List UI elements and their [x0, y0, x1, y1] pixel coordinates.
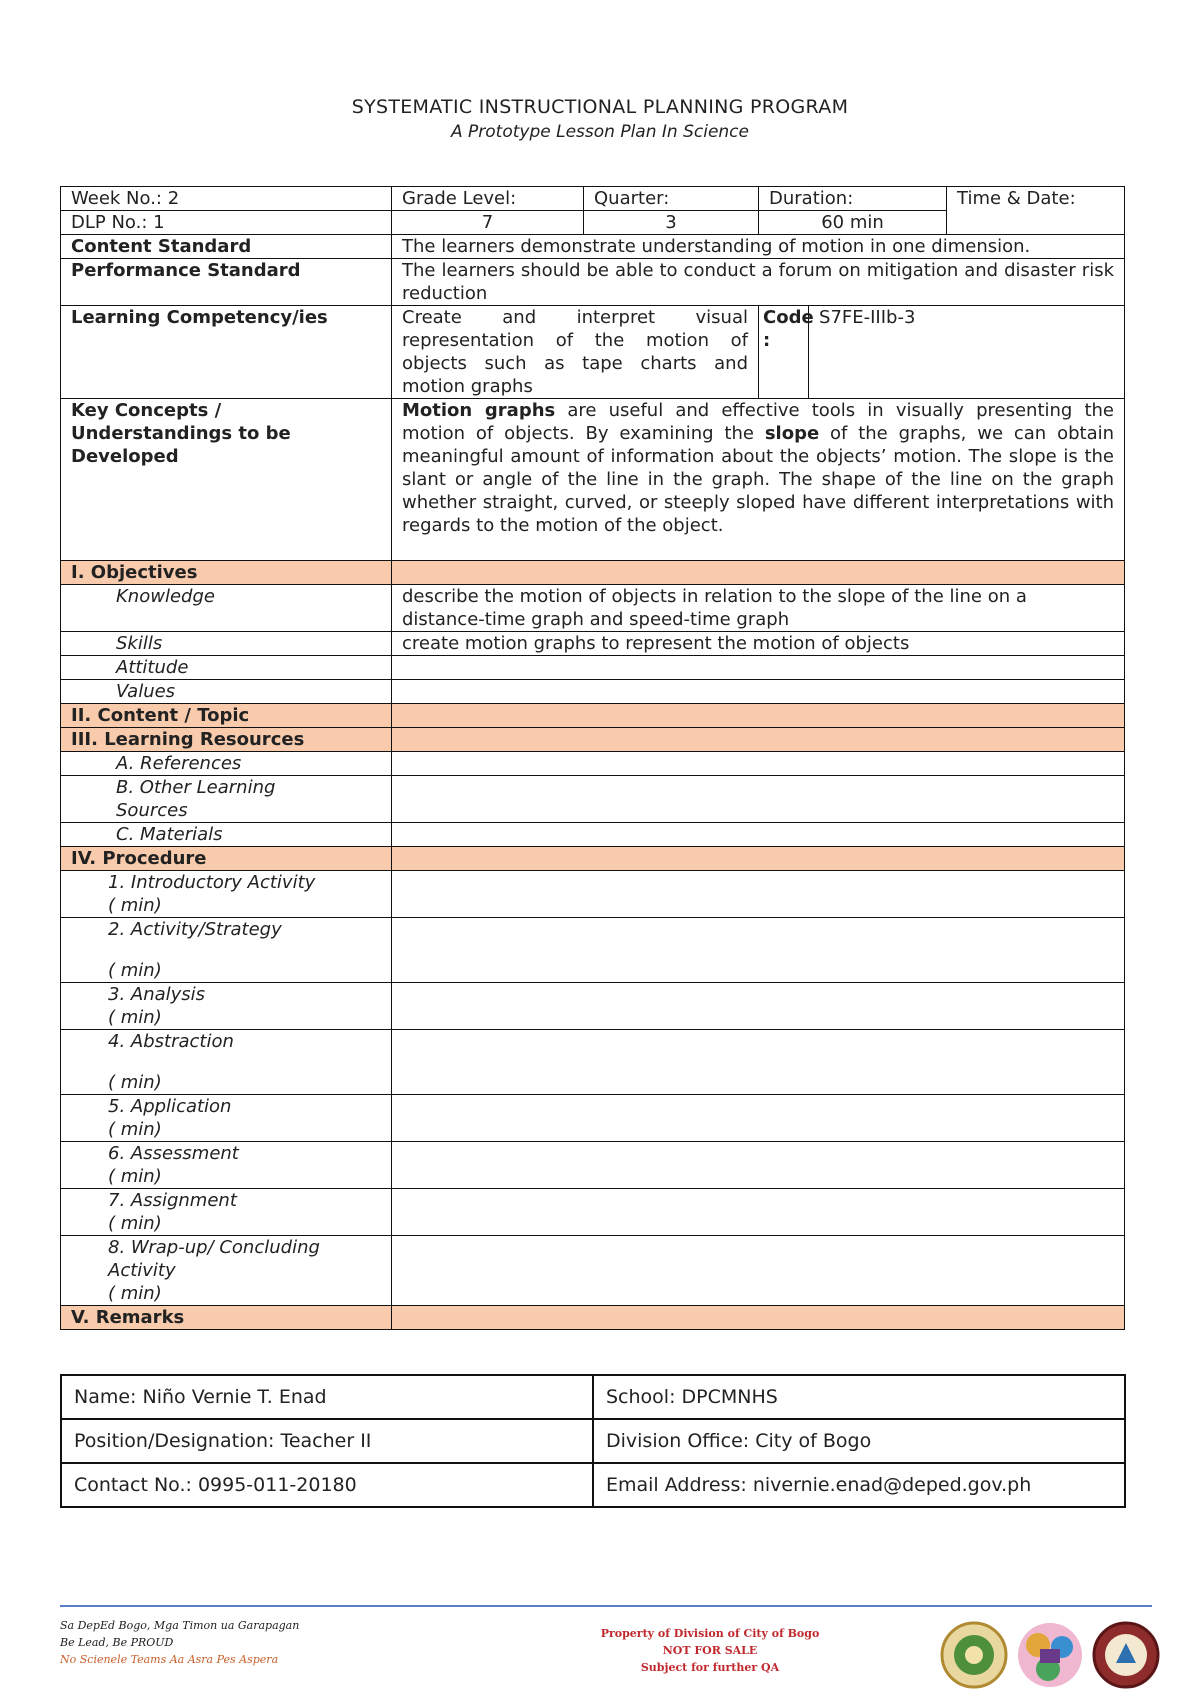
teacher-email: Email Address: nivernie.enad@deped.gov.ph: [593, 1463, 1125, 1507]
performance-standard-label: Performance Standard: [61, 259, 392, 306]
competency-value: Create and interpret visual representation of the motion of objects such as tape charts and motion graphs: [392, 306, 759, 399]
quarter-value: 3: [584, 211, 759, 235]
skills-label: Skills: [61, 632, 392, 656]
skills-value: create motion graphs to represent the motion of objects: [392, 632, 1125, 656]
step-8-min: ( min): [108, 1283, 162, 1304]
grade-level-value: 7: [392, 211, 584, 235]
knowledge-label: Knowledge: [61, 585, 392, 632]
materials-label: C. Materials: [61, 823, 392, 847]
key-concepts-value: [392, 399, 1125, 561]
resources-heading-fill: [392, 728, 1125, 752]
step-5-label: 5. Application: [108, 1096, 232, 1117]
footer-motto-line-1: Sa DepEd Bogo, Mga Timon ua Garapagan: [60, 1619, 300, 1632]
procedure-step-6-value: [392, 1142, 1125, 1189]
step-6-min: ( min): [108, 1166, 162, 1187]
step-1-min: ( min): [108, 895, 162, 916]
step-3-label: 3. Analysis: [108, 984, 206, 1005]
teacher-school: School: DPCMNHS: [593, 1375, 1125, 1419]
references-label: A. References: [61, 752, 392, 776]
performance-standard-value: The learners should be able to conduct a forum on mitigation and disaster risk reduction: [392, 259, 1125, 306]
attitude-value: [392, 656, 1125, 680]
footer-motto-line-3: No Scienele Teams Aa Asra Pes Aspera: [60, 1653, 279, 1666]
step-3-min: ( min): [108, 1007, 162, 1028]
document-subtitle: A Prototype Lesson Plan In Science: [450, 122, 749, 142]
duration-label: Duration:: [759, 187, 947, 211]
procedure-step-3: [61, 983, 392, 1030]
step-4-min: ( min): [108, 1072, 162, 1093]
key-concepts-text-1: are useful and effective tools in visually presenting the motion of objects. By examining the: [402, 400, 1115, 444]
procedure-step-7: [61, 1189, 392, 1236]
procedure-step-6: [61, 1142, 392, 1189]
other-sources-line-2: Sources: [116, 800, 188, 821]
footer-notice-line-2: NOT FOR SALE: [662, 1644, 758, 1657]
step-2-min: ( min): [108, 960, 162, 981]
procedure-step-3-value: [392, 983, 1125, 1030]
teacher-division: Division Office: City of Bogo: [593, 1419, 1125, 1463]
grade-level-label: Grade Level:: [392, 187, 584, 211]
procedure-step-4-value: [392, 1030, 1125, 1095]
procedure-step-8: [61, 1236, 392, 1306]
footer-motto: [60, 1617, 299, 1668]
procedure-step-4: [61, 1030, 392, 1095]
other-sources-value: [392, 776, 1125, 823]
teacher-name: Name: Niño Vernie T. Enad: [61, 1375, 593, 1419]
teacher-contact: Contact No.: 0995-011-20180: [61, 1463, 593, 1507]
procedure-step-5: [61, 1095, 392, 1142]
time-date-label: Time & Date:: [947, 187, 1125, 235]
footer-rule: [60, 1605, 1152, 1607]
quarter-label: Quarter:: [584, 187, 759, 211]
key-concepts-label: Key Concepts / Understandings to be Developed: [61, 399, 392, 561]
key-concepts-text-2: of the graphs, we can obtain meaningful amount of information about the objects’ motion. The slope is the slant or angle of the line in the graph. The shape of the line on the graph whether straight, curved, or steeply sloped have different interpretations with regards to the motion of the object.: [402, 423, 1115, 536]
division-seal-icon: [1094, 1623, 1158, 1687]
duration-value: 60 min: [759, 211, 947, 235]
values-label: Values: [61, 680, 392, 704]
procedure-step-7-value: [392, 1189, 1125, 1236]
deped-seal-icon: [942, 1623, 1006, 1687]
teacher-info-table: [60, 1374, 1126, 1508]
step-7-label: 7. Assignment: [108, 1190, 237, 1211]
key-concepts-term-1: Motion graphs: [402, 400, 556, 421]
step-4-label: 4. Abstraction: [108, 1031, 234, 1052]
procedure-step-1-value: [392, 871, 1125, 918]
content-standard-value: The learners demonstrate understanding of motion in one dimension.: [392, 235, 1125, 259]
knowledge-value: describe the motion of objects in relation to the slope of the line on a distance-time graph and speed-time graph: [392, 585, 1125, 632]
footer-logos: [940, 1613, 1160, 1697]
step-2-label: 2. Activity/Strategy: [108, 919, 282, 940]
footer-notice-line-3: Subject for further QA: [640, 1661, 780, 1674]
procedure-step-2: [61, 918, 392, 983]
footer-notice: [560, 1625, 860, 1676]
references-value: [392, 752, 1125, 776]
procedure-step-2-value: [392, 918, 1125, 983]
competency-label: Learning Competency/ies: [61, 306, 392, 399]
teacher-position: Position/Designation: Teacher II: [61, 1419, 593, 1463]
document-title: SYSTEMATIC INSTRUCTIONAL PLANNING PROGRAM: [351, 96, 849, 118]
step-6-label: 6. Assessment: [108, 1143, 239, 1164]
document-header: [0, 96, 1200, 142]
content-topic-fill: [392, 704, 1125, 728]
content-topic-heading: II. Content / Topic: [61, 704, 392, 728]
week-cell: Week No.: 2: [61, 187, 392, 211]
objectives-heading: I. Objectives: [61, 561, 392, 585]
code-value: S7FE-IIIb-3: [809, 306, 1125, 399]
step-8-label-1: 8. Wrap-up/ Concluding: [108, 1237, 320, 1258]
dlp-cell: DLP No.: 1: [61, 211, 392, 235]
footer-motto-line-2: Be Lead, Be PROUD: [60, 1636, 174, 1649]
procedure-heading-fill: [392, 847, 1125, 871]
resources-heading: III. Learning Resources: [61, 728, 392, 752]
values-value: [392, 680, 1125, 704]
key-concepts-term-2: slope: [764, 423, 820, 444]
step-7-min: ( min): [108, 1213, 162, 1234]
step-5-min: ( min): [108, 1119, 162, 1140]
program-logo-icon: [1018, 1623, 1082, 1687]
materials-value: [392, 823, 1125, 847]
code-label: Code :: [759, 306, 809, 399]
attitude-label: Attitude: [61, 656, 392, 680]
other-sources-line-1: B. Other Learning: [116, 777, 276, 798]
procedure-step-5-value: [392, 1095, 1125, 1142]
remarks-fill: [392, 1306, 1125, 1330]
procedure-step-1: [61, 871, 392, 918]
footer-notice-line-1: Property of Division of City of Bogo: [600, 1627, 820, 1640]
procedure-step-8-value: [392, 1236, 1125, 1306]
lesson-plan-table: [60, 186, 1125, 1330]
step-8-label-2: Activity: [108, 1260, 176, 1281]
other-sources-label: [61, 776, 392, 823]
content-standard-label: Content Standard: [61, 235, 392, 259]
procedure-heading: IV. Procedure: [61, 847, 392, 871]
objectives-heading-fill: [392, 561, 1125, 585]
remarks-heading: V. Remarks: [61, 1306, 392, 1330]
step-1-label: 1. Introductory Activity: [108, 872, 316, 893]
